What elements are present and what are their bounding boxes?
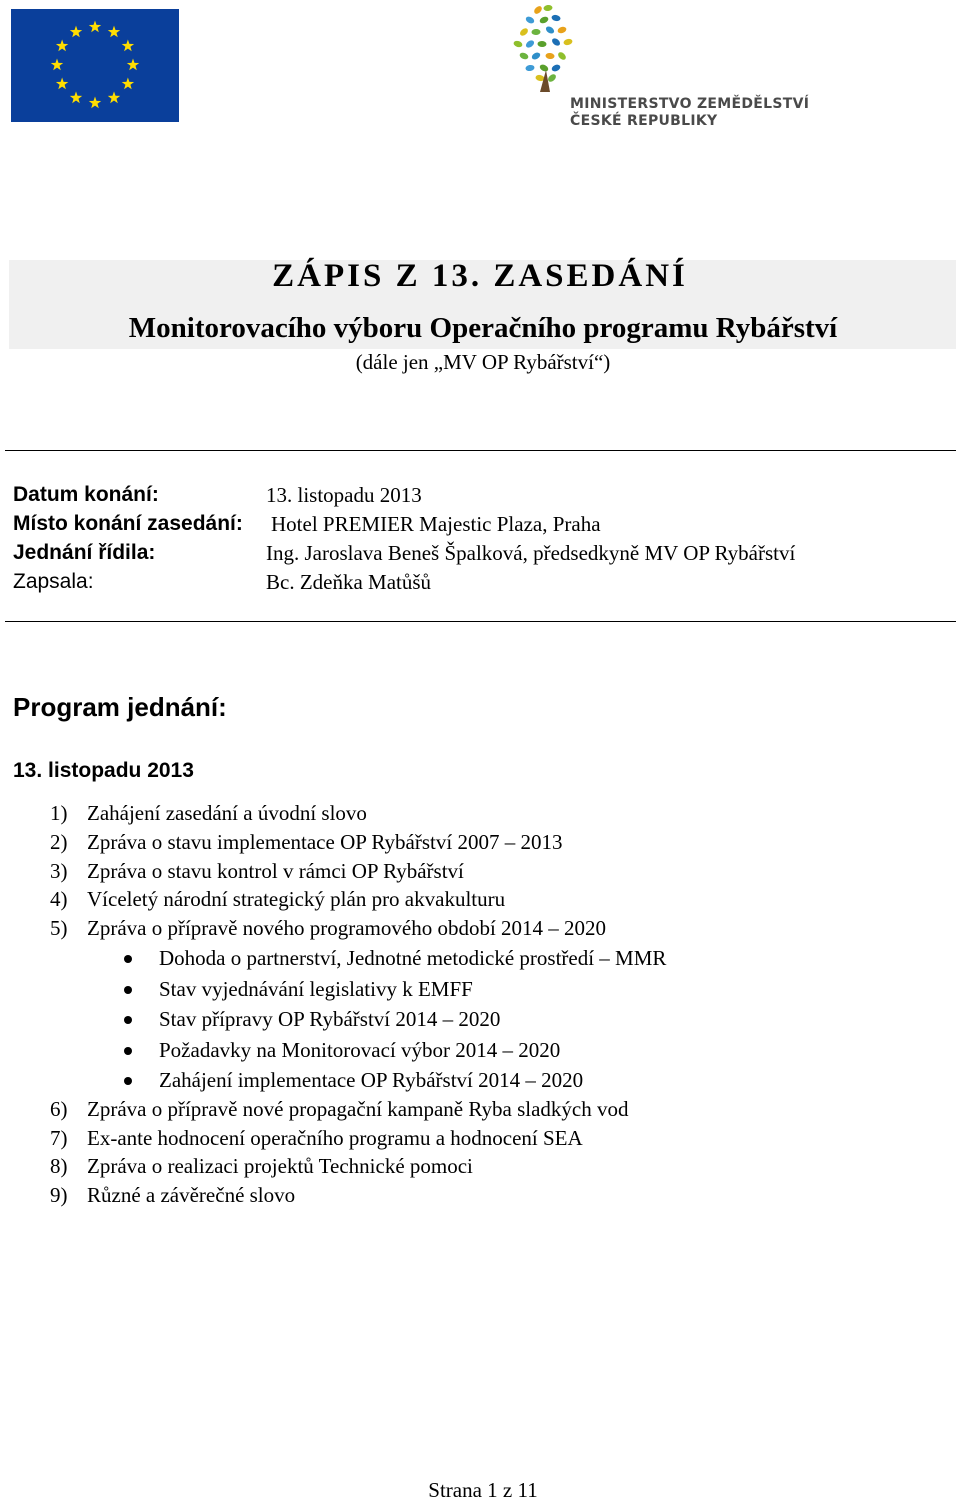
meta-date-value: 13. listopadu 2013 <box>266 483 422 507</box>
program-heading: Program jednání: <box>13 692 227 722</box>
bullet-icon <box>124 1047 132 1055</box>
leaf-icon <box>545 52 555 59</box>
eu-flag-icon <box>11 9 179 122</box>
list-item-text: Zpráva o realizaci projektů Technické pomoci <box>87 1154 473 1178</box>
ministry-logo <box>500 0 810 140</box>
ministry-name-line2: ČESKÉ REPUBLIKY <box>570 113 718 129</box>
list-item-text: Různé a závěrečné slovo <box>87 1183 296 1207</box>
leaf-icon <box>537 41 546 47</box>
list-item-number: 7) <box>50 1126 68 1150</box>
leaf-icon <box>531 51 542 61</box>
program-date: 13. listopadu 2013 <box>13 759 194 782</box>
ministry-name <box>570 96 809 130</box>
list-item-text: Zpráva o přípravě nové propagační kampaně Ryba sladkých vod <box>87 1097 629 1121</box>
bullet-icon <box>124 1016 132 1024</box>
list-item-text: Zpráva o přípravě nového programového období 2014 – 2020 <box>87 916 607 940</box>
leaf-icon <box>539 15 550 24</box>
sub-list-item: Požadavky na Monitorovací výbor 2014 – 2020 <box>159 1038 561 1062</box>
meta-date-label: Datum konání: <box>13 483 159 506</box>
sub-list-item: Stav vyjednávání legislativy k EMFF <box>159 977 473 1001</box>
leaf-icon <box>519 51 530 60</box>
list-item-text: Zpráva o stavu implementace OP Rybářství 2007 – 2013 <box>87 830 563 854</box>
leaf-icon <box>551 37 562 47</box>
list-item-text: Víceletý národní strategický plán pro akvakulturu <box>87 887 506 911</box>
list-item-number: 6) <box>50 1097 68 1121</box>
list-item-number: 2) <box>50 830 68 854</box>
list-item-number: 1) <box>50 801 68 825</box>
list-item-number: 3) <box>50 859 68 883</box>
ministry-name-line1: MINISTERSTVO ZEMĚDĚLSTVÍ <box>570 96 810 112</box>
leaf-icon <box>513 40 523 48</box>
list-item-number: 5) <box>50 916 68 940</box>
bullet-icon <box>124 955 132 963</box>
meta-recorder-label: Zapsala: <box>13 570 94 593</box>
list-item-number: 4) <box>50 887 68 911</box>
bullet-icon <box>124 1077 132 1085</box>
meta-chair-label: Jednání řídila: <box>13 541 156 564</box>
leaf-icon <box>531 29 540 35</box>
page-number: Strana 1 z 11 <box>428 1478 538 1502</box>
leaf-icon <box>551 63 562 72</box>
meta-chair-value: Ing. Jaroslava Beneš Špalková, předsedkyně MV OP Rybářství <box>266 541 796 565</box>
leaf-icon <box>533 5 544 16</box>
leaf-icon <box>563 38 573 46</box>
meta-place-value: Hotel PREMIER Majestic Plaza, Praha <box>271 512 601 536</box>
leaf-icon <box>525 39 536 49</box>
list-item-number: 9) <box>50 1183 68 1207</box>
list-item-text: Ex-ante hodnocení operačního programu a hodnocení SEA <box>87 1126 583 1150</box>
leaf-icon <box>557 26 567 35</box>
leaf-icon <box>539 63 550 73</box>
leaf-icon <box>545 25 556 35</box>
list-item-number: 8) <box>50 1154 68 1178</box>
sub-list-item: Zahájení implementace OP Rybářství 2014 – 2020 <box>159 1068 584 1092</box>
bullet-icon <box>124 986 132 994</box>
list-item-text: Zpráva o stavu kontrol v rámci OP Rybářství <box>87 859 464 883</box>
document-subtitle: Monitorovacího výboru Operačního programu Rybářství <box>128 312 838 344</box>
meta-recorder-value: Bc. Zdeňka Matůšů <box>266 570 432 594</box>
list-item-text: Zahájení zasedání a úvodní slovo <box>87 801 367 825</box>
leaf-icon <box>525 15 536 25</box>
leaf-icon <box>525 64 535 71</box>
meta-place-label: Místo konání zasedání: <box>13 512 243 535</box>
leaf-icon <box>547 73 558 83</box>
sub-list-item: Stav přípravy OP Rybářství 2014 – 2020 <box>159 1007 501 1031</box>
leaf-icon <box>519 27 530 37</box>
document-title: ZÁPIS Z 13. ZASEDÁNÍ <box>272 258 688 294</box>
leaf-icon <box>557 51 568 62</box>
leaf-icon <box>543 4 553 11</box>
divider-bottom <box>5 621 956 622</box>
sub-list-item: Dohoda o partnerství, Jednotné metodické prostředí – MMR <box>159 946 667 970</box>
divider-top <box>5 450 956 451</box>
document-alias: (dále jen „MV OP Rybářství“) <box>355 350 611 374</box>
leaf-icon <box>551 14 561 22</box>
